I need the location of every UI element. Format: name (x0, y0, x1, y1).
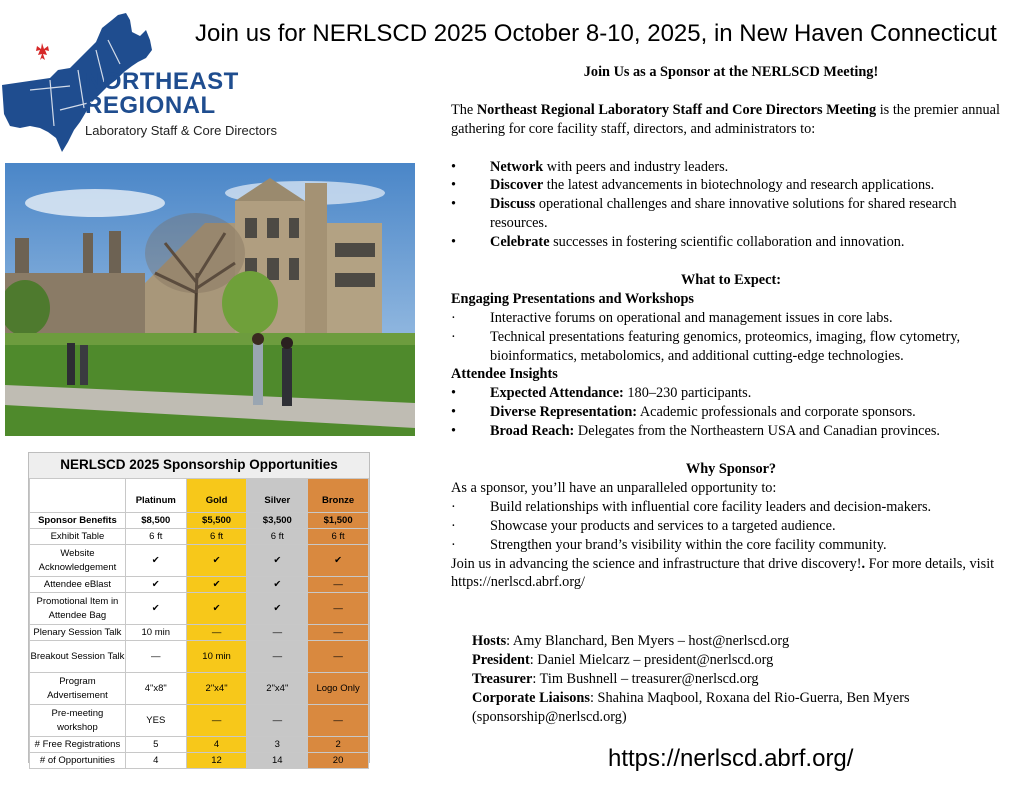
table-row (30, 529, 369, 545)
table-cell: 20 (308, 753, 369, 769)
row-label: Pre-meeting workshop (30, 705, 126, 737)
list-item: · Technical presentations featuring genomics, proteomics, imaging, flow cytometry, bioinformatics, metabolomics, and additional cutting-edge technologies. (451, 328, 961, 364)
table-cell: — (247, 641, 308, 673)
list-item: • Expected Attendance: 180–230 participants. (451, 385, 752, 402)
table-cell: 6 ft (186, 529, 247, 545)
row-label: Attendee eBlast (30, 577, 126, 593)
logo-line-regional: REGIONAL (85, 92, 216, 119)
maple-leaf-icon (36, 43, 49, 60)
list-item: • Discuss operational challenges and share innovative solutions for shared research resources. (451, 196, 957, 232)
list-item: • Network with peers and industry leaders. (451, 158, 729, 175)
table-cell: ✔ (186, 577, 247, 593)
column-header-platinum: Platinum (125, 479, 186, 513)
table-cell: 10 min (186, 641, 247, 673)
campus-photo (5, 163, 415, 436)
table-cell: 3 (247, 737, 308, 753)
table-cell: 12 (186, 753, 247, 769)
table-cell: — (308, 625, 369, 641)
table-cell: 4 (125, 753, 186, 769)
table-cell: — (308, 577, 369, 593)
intro-paragraph (451, 101, 1011, 139)
column-header-gold: Gold (186, 479, 247, 513)
intro-post: is the premier annual gathering for core facility staff, directors, and administrators to: (451, 101, 1001, 137)
table-cell: ✔ (186, 545, 247, 577)
table-cell: 4 (186, 737, 247, 753)
table-cell: $5,500 (186, 513, 247, 529)
table-cell: — (247, 625, 308, 641)
row-label: Plenary Session Talk (30, 625, 126, 641)
table-cell: 14 (247, 753, 308, 769)
table-cell: — (186, 705, 247, 737)
list-item: · Interactive forums on operational and management issues in core labs. (451, 309, 893, 326)
insights-list (451, 384, 1011, 441)
table-cell: 2"x4" (186, 673, 247, 705)
list-item: • Discover the latest advancements in biotechnology and research applications. (451, 177, 935, 194)
sponsorship-table-panel (28, 452, 370, 766)
row-label: Breakout Session Talk (30, 641, 126, 673)
row-label: Program Advertisement (30, 673, 126, 705)
table-cell: 10 min (125, 625, 186, 641)
table-cell: ✔ (247, 577, 308, 593)
table-cell: YES (125, 705, 186, 737)
row-label: # Free Registrations (30, 737, 126, 753)
expect-heading: What to Expect: (680, 271, 782, 288)
table-cell: $8,500 (125, 513, 186, 529)
logo-line-northeast: NORTHEAST (85, 68, 239, 95)
table-row (30, 705, 369, 737)
table-cell: $3,500 (247, 513, 308, 529)
table-cell: — (308, 641, 369, 673)
table-row (30, 673, 369, 705)
sponsor-info (451, 63, 1011, 592)
intro-pre: The (451, 101, 477, 118)
table-row (30, 737, 369, 753)
presentations-list (451, 309, 1011, 366)
why-heading: Why Sponsor? (685, 460, 777, 477)
table-row (30, 513, 369, 529)
presentations-heading: Engaging Presentations and Workshops (451, 290, 694, 307)
row-label: Website Acknowledgement (30, 545, 126, 577)
table-row (30, 577, 369, 593)
banner-title: Join us for NERLSCD 2025 October 8-10, 2025, in New Haven Connecticut (195, 20, 997, 47)
table-row (30, 625, 369, 641)
closing-paragraph: Join us in advancing the science and infrastructure that drive discovery!. For more details, visit https://nerlscd.abrf.org/ (451, 555, 995, 591)
table-row (30, 753, 369, 769)
why-intro: As a sponsor, you’ll have an unparalleled opportunity to: (451, 479, 777, 496)
logo-subtitle: Laboratory Staff & Core Directors (85, 123, 277, 138)
table-cell: 6 ft (125, 529, 186, 545)
table-cell: 5 (125, 737, 186, 753)
table-cell: ✔ (247, 545, 308, 577)
goals-list (451, 158, 1011, 253)
list-item: · Strengthen your brand’s visibility within the core facility community. (451, 536, 887, 553)
table-cell: — (308, 705, 369, 737)
table-cell: — (247, 705, 308, 737)
table-cell: ✔ (125, 545, 186, 577)
list-item: • Broad Reach: Delegates from the Northeastern USA and Canadian provinces. (451, 423, 940, 440)
column-header-bronze: Bronze (308, 479, 369, 513)
table-row (30, 545, 369, 577)
table-cell: ✔ (186, 593, 247, 625)
table-cell: ✔ (308, 545, 369, 577)
table-cell: $1,500 (308, 513, 369, 529)
column-header-silver: Silver (247, 479, 308, 513)
list-item: • Celebrate successes in fostering scientific collaboration and innovation. (451, 234, 905, 251)
sponsorship-table (29, 478, 369, 769)
table-title: NERLSCD 2025 Sponsorship Opportunities (60, 457, 338, 472)
table-cell: ✔ (125, 577, 186, 593)
table-cell: 4"x8" (125, 673, 186, 705)
row-label: # of Opportunities (30, 753, 126, 769)
table-corner (30, 479, 126, 513)
contact-treasurer: Treasurer: Tim Bushnell – treasurer@nerlscd.org (472, 670, 759, 687)
table-row (30, 593, 369, 625)
contacts (472, 632, 1012, 727)
table-cell: ✔ (125, 593, 186, 625)
table-row (30, 641, 369, 673)
table-cell: — (308, 593, 369, 625)
list-item: • Diverse Representation: Academic professionals and corporate sponsors. (451, 404, 916, 421)
table-cell: Logo Only (308, 673, 369, 705)
logo (0, 10, 285, 155)
why-list (451, 498, 1011, 555)
table-body (30, 513, 369, 769)
row-label: Sponsor Benefits (30, 513, 126, 529)
row-label: Exhibit Table (30, 529, 126, 545)
row-label: Promotional Item in Attendee Bag (30, 593, 126, 625)
table-cell: 2"x4" (247, 673, 308, 705)
website-url[interactable]: https://nerlscd.abrf.org/ (608, 745, 854, 772)
contact-hosts: Hosts: Amy Blanchard, Ben Myers – host@nerlscd.org (472, 633, 790, 649)
table-cell: — (125, 641, 186, 673)
contact-corporate-liaisons: Corporate Liaisons: Shahina Maqbool, Roxana del Rio-Guerra, Ben Myers (sponsorship@nerlscd.org) (472, 689, 910, 725)
table-cell: 6 ft (308, 529, 369, 545)
list-item: · Build relationships with influential core facility leaders and decision-makers. (451, 498, 932, 515)
table-cell: 6 ft (247, 529, 308, 545)
table-cell: ✔ (247, 593, 308, 625)
table-cell: 2 (308, 737, 369, 753)
contact-president: President: Daniel Mielcarz – president@nerlscd.org (472, 651, 774, 668)
sponsor-heading: Join Us as a Sponsor at the NERLSCD Meeting! (583, 64, 879, 80)
table-cell: — (186, 625, 247, 641)
insights-heading: Attendee Insights (451, 366, 558, 383)
intro-meeting-name: Northeast Regional Laboratory Staff and Core Directors Meeting (476, 101, 877, 118)
list-item: · Showcase your products and services to a targeted audience. (451, 517, 836, 534)
